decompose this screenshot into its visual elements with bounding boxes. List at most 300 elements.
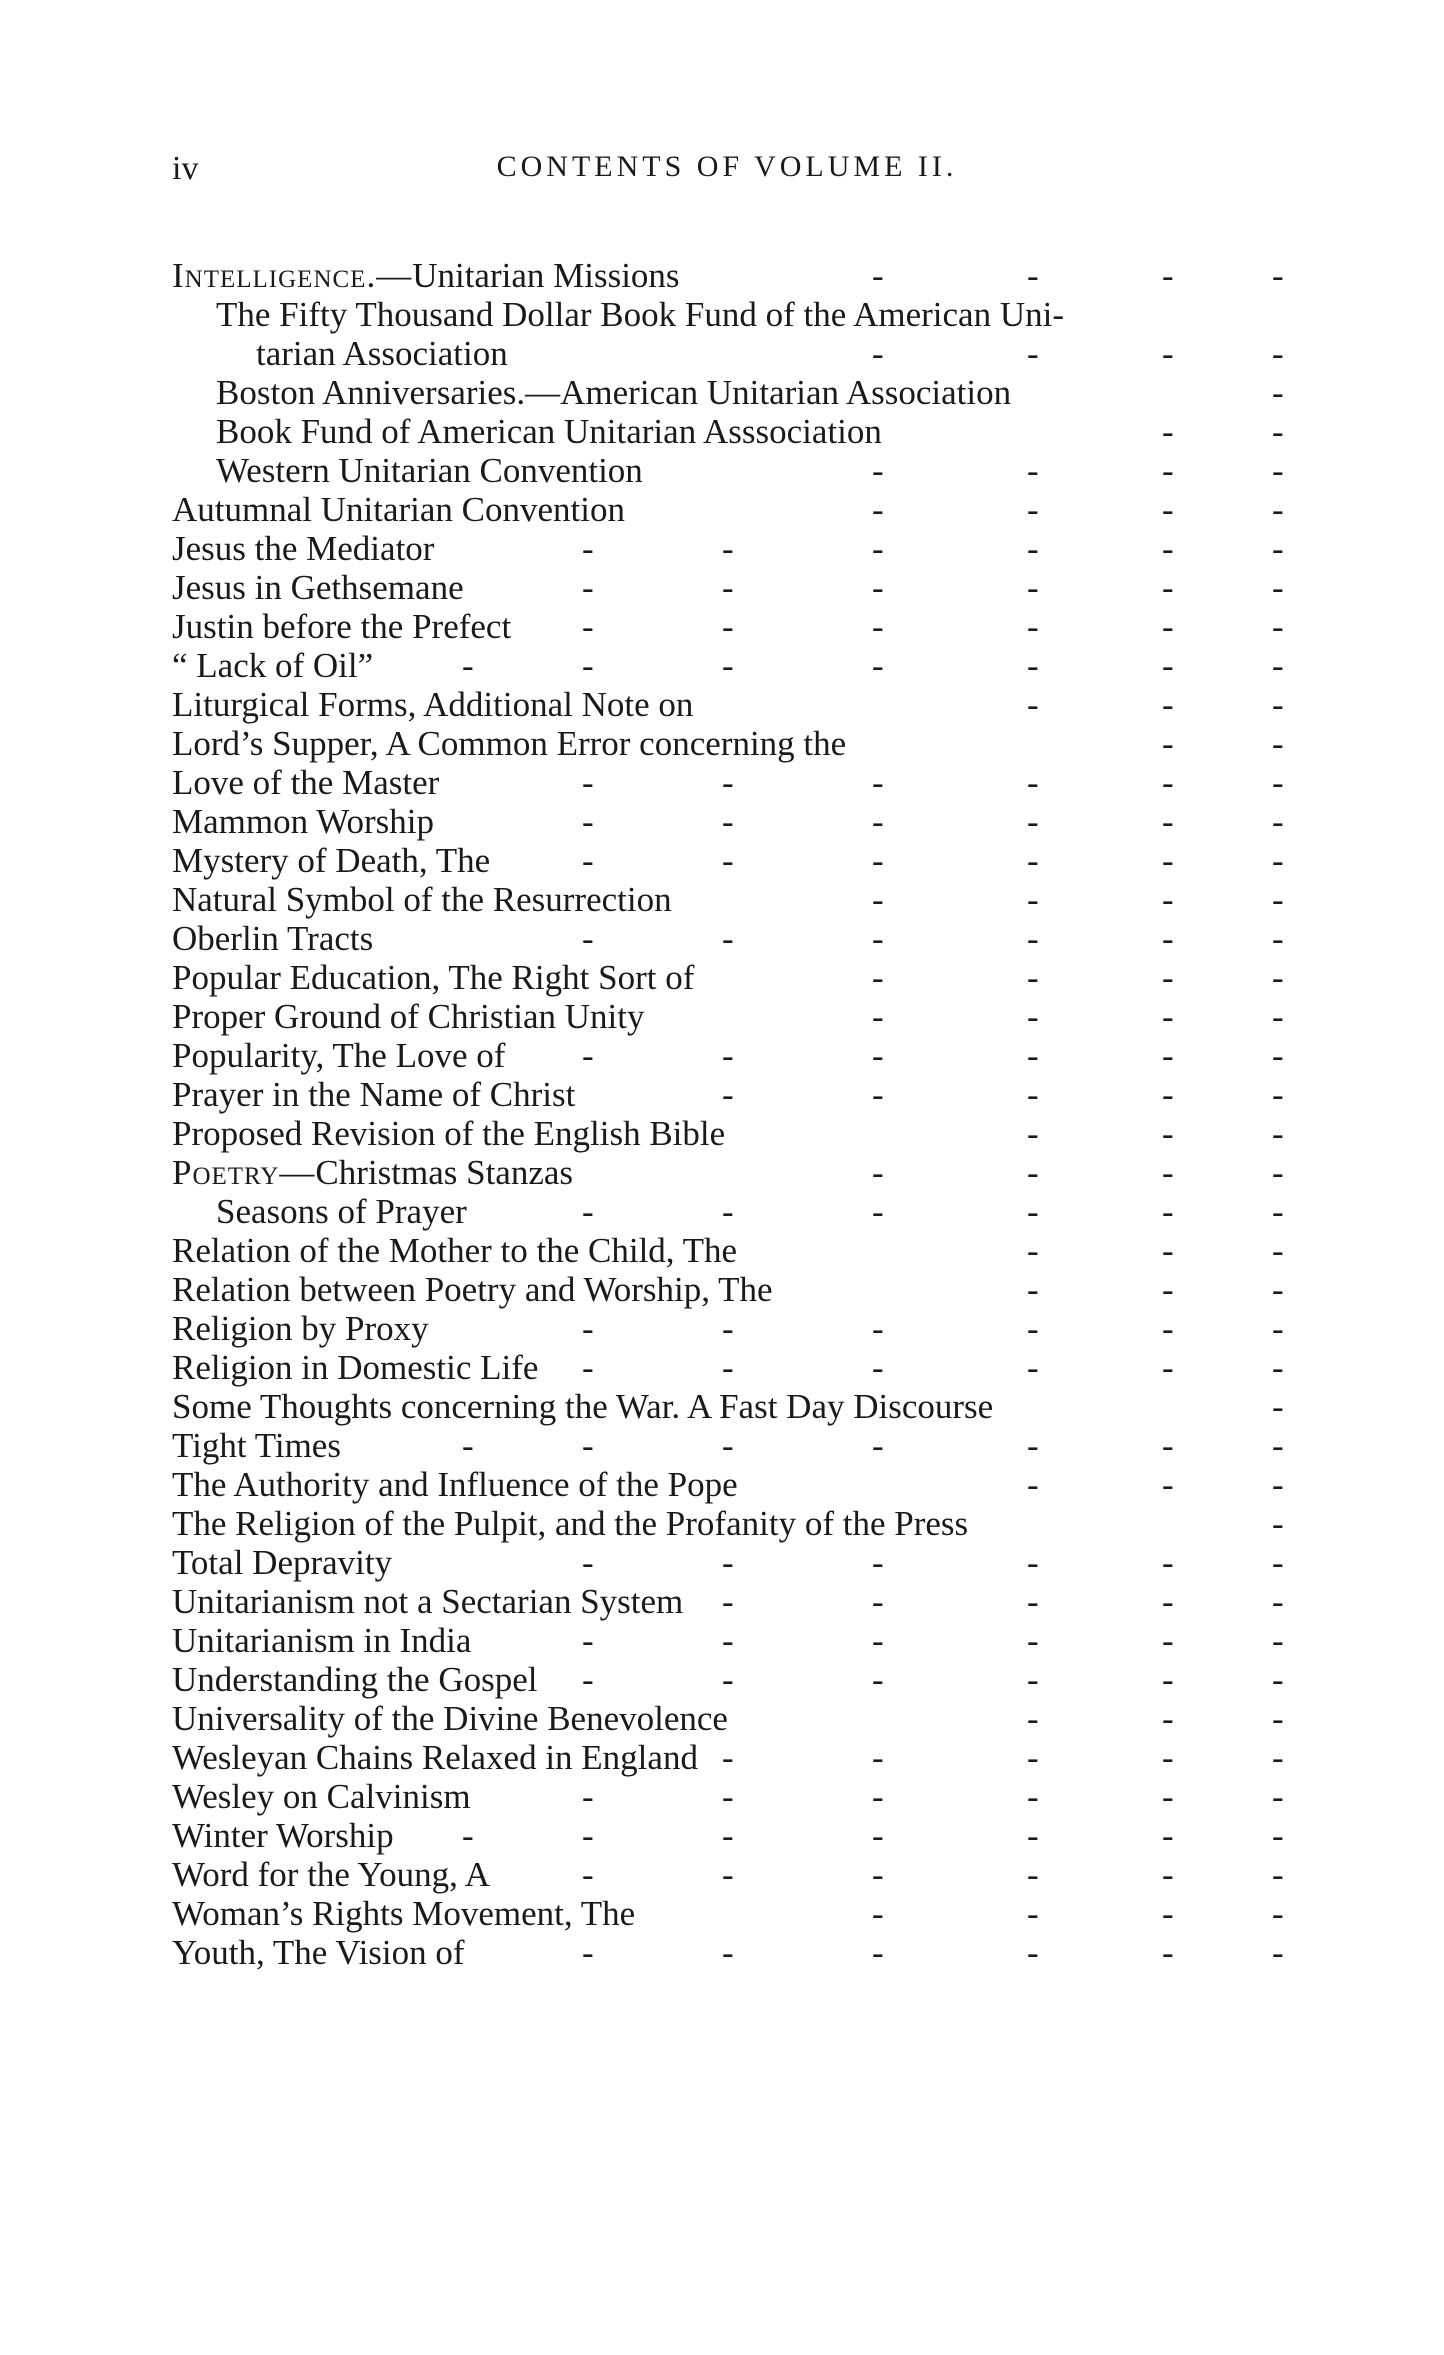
toc-entry-title bbox=[172, 1582, 683, 1621]
leader-dash: - bbox=[1272, 1387, 1284, 1426]
leader-dash: - bbox=[722, 568, 734, 607]
entry-label: Natural Symbol of the Resurrection bbox=[172, 880, 672, 919]
leader-dash: - bbox=[872, 1816, 884, 1855]
leader-dash: - bbox=[872, 1582, 884, 1621]
leader-dash: - bbox=[872, 1426, 884, 1465]
leader-dash: - bbox=[872, 490, 884, 529]
leader-dash: - bbox=[1162, 919, 1174, 958]
leader-dash: - bbox=[722, 1426, 734, 1465]
entry-label: Autumnal Unitarian Convention bbox=[172, 490, 625, 529]
toc-entry-title bbox=[172, 1114, 725, 1153]
leader-dash: - bbox=[582, 529, 594, 568]
toc-entry-title bbox=[172, 1075, 575, 1114]
entry-label: The Fifty Thousand Dollar Book Fund of the American Uni- bbox=[216, 295, 1064, 334]
leader-dash: - bbox=[1272, 529, 1284, 568]
entry-label: “ Lack of Oil” bbox=[172, 646, 374, 685]
toc-entry bbox=[172, 1075, 1282, 1114]
leader-dash: - bbox=[1027, 1582, 1039, 1621]
leader-dash: - bbox=[582, 1036, 594, 1075]
leader-dash: - bbox=[722, 1348, 734, 1387]
toc-entry-title bbox=[172, 1816, 394, 1855]
leader-dash: - bbox=[1162, 1153, 1174, 1192]
page-number: iv bbox=[172, 150, 199, 187]
entry-label: Unitarianism not a Sectarian System bbox=[172, 1582, 684, 1621]
toc-entry bbox=[172, 1543, 1282, 1582]
toc-entry-title bbox=[172, 1894, 635, 1933]
toc-entry-title bbox=[172, 1036, 505, 1075]
leader-dash: - bbox=[1027, 1036, 1039, 1075]
leader-dash: - bbox=[1272, 334, 1284, 373]
leader-dash: - bbox=[1027, 1894, 1039, 1933]
leader-dash: - bbox=[1272, 1816, 1284, 1855]
leader-dash: - bbox=[1272, 919, 1284, 958]
toc-entry bbox=[172, 1036, 1282, 1075]
leader-dash: - bbox=[872, 646, 884, 685]
leader-dash: - bbox=[1162, 1699, 1174, 1738]
entry-label: Christmas Stanzas bbox=[315, 1153, 574, 1192]
leader-dash: - bbox=[1272, 1621, 1284, 1660]
toc-entry bbox=[172, 490, 1282, 529]
leader-dash: - bbox=[1027, 1309, 1039, 1348]
leader-dash: - bbox=[722, 919, 734, 958]
leader-dash: - bbox=[1027, 763, 1039, 802]
leader-dash: - bbox=[872, 1075, 884, 1114]
toc-entry-title bbox=[172, 529, 434, 568]
entry-label: Winter Worship bbox=[172, 1816, 394, 1855]
entry-label: Prayer in the Name of Christ bbox=[172, 1075, 576, 1114]
entry-label: Wesley on Calvinism bbox=[172, 1777, 471, 1816]
toc-entry bbox=[172, 1309, 1282, 1348]
toc-entry bbox=[172, 1777, 1282, 1816]
leader-dash: - bbox=[872, 1153, 884, 1192]
leader-dash: - bbox=[462, 1426, 474, 1465]
leader-dash: - bbox=[872, 958, 884, 997]
leader-dash: - bbox=[1272, 1348, 1284, 1387]
leader-dash: - bbox=[872, 919, 884, 958]
leader-dash: - bbox=[872, 997, 884, 1036]
entry-label: Understanding the Gospel bbox=[172, 1660, 538, 1699]
entry-label: Lord’s Supper, A Common Error concerning the bbox=[172, 724, 847, 763]
leader-dash: - bbox=[1027, 1114, 1039, 1153]
leader-dash: - bbox=[1162, 646, 1174, 685]
leader-dash: - bbox=[1272, 1192, 1284, 1231]
entry-label: Book Fund of American Unitarian Asssociation bbox=[216, 412, 882, 451]
section-prefix: Poetry— bbox=[172, 1153, 316, 1192]
leader-dash: - bbox=[582, 1621, 594, 1660]
leader-dash: - bbox=[1272, 607, 1284, 646]
entry-label: Love of the Master bbox=[172, 763, 440, 802]
toc-entry bbox=[172, 1114, 1282, 1153]
leader-dash: - bbox=[462, 646, 474, 685]
leader-dash: - bbox=[1272, 1660, 1284, 1699]
leader-dash: - bbox=[1027, 1816, 1039, 1855]
leader-dash: - bbox=[722, 529, 734, 568]
leader-dash: - bbox=[1027, 1348, 1039, 1387]
toc-entry-title bbox=[172, 685, 693, 724]
leader-dash: - bbox=[1162, 1543, 1174, 1582]
leader-dash: - bbox=[1027, 997, 1039, 1036]
leader-dash: - bbox=[1272, 1504, 1284, 1543]
leader-dash: - bbox=[1027, 1699, 1039, 1738]
toc-entry bbox=[172, 1894, 1282, 1933]
leader-dash: - bbox=[872, 607, 884, 646]
leader-dash: - bbox=[1272, 802, 1284, 841]
leader-dash: - bbox=[872, 1777, 884, 1816]
toc-entry bbox=[172, 1348, 1282, 1387]
leader-dash: - bbox=[1272, 1036, 1284, 1075]
leader-dash: - bbox=[582, 568, 594, 607]
entry-label: Total Depravity bbox=[172, 1543, 393, 1582]
leader-dash: - bbox=[1272, 646, 1284, 685]
toc-entry bbox=[172, 880, 1282, 919]
leader-dash: - bbox=[872, 1660, 884, 1699]
toc-entry bbox=[172, 607, 1282, 646]
leader-dash: - bbox=[1162, 1270, 1174, 1309]
leader-dash: - bbox=[1162, 802, 1174, 841]
leader-dash: - bbox=[1027, 607, 1039, 646]
leader-dash: - bbox=[1272, 1426, 1284, 1465]
toc-entry-title bbox=[172, 334, 508, 373]
leader-dash: - bbox=[1162, 1660, 1174, 1699]
leader-dash: - bbox=[1027, 1660, 1039, 1699]
entry-label: Mystery of Death, The bbox=[172, 841, 491, 880]
toc-entry bbox=[172, 958, 1282, 997]
leader-dash: - bbox=[1162, 490, 1174, 529]
entry-label: Relation of the Mother to the Child, The bbox=[172, 1231, 738, 1270]
leader-dash: - bbox=[1162, 1816, 1174, 1855]
toc-entry bbox=[172, 1192, 1282, 1231]
toc-entry-title bbox=[172, 412, 882, 451]
entry-label: Liturgical Forms, Additional Note on bbox=[172, 685, 694, 724]
leader-dash: - bbox=[1027, 529, 1039, 568]
leader-dash: - bbox=[582, 763, 594, 802]
entry-label: Tight Times bbox=[172, 1426, 341, 1465]
entry-label: Oberlin Tracts bbox=[172, 919, 374, 958]
toc-entry bbox=[172, 1660, 1282, 1699]
leader-dash: - bbox=[1162, 763, 1174, 802]
leader-dash: - bbox=[1272, 490, 1284, 529]
leader-dash: - bbox=[1162, 607, 1174, 646]
leader-dash: - bbox=[872, 529, 884, 568]
entry-label: Religion by Proxy bbox=[172, 1309, 429, 1348]
leader-dash: - bbox=[722, 1621, 734, 1660]
toc-entry-title bbox=[172, 373, 1011, 412]
leader-dash: - bbox=[1162, 1582, 1174, 1621]
leader-dash: - bbox=[1027, 1933, 1039, 1972]
leader-dash: - bbox=[582, 1192, 594, 1231]
entry-label: The Religion of the Pulpit, and the Profanity of the Press bbox=[172, 1504, 969, 1543]
leader-dash: - bbox=[722, 1036, 734, 1075]
toc-entry bbox=[172, 841, 1282, 880]
toc-entry-title bbox=[172, 646, 373, 685]
leader-dash: - bbox=[1162, 1855, 1174, 1894]
toc-entry-title bbox=[172, 880, 672, 919]
leader-dash: - bbox=[1162, 1075, 1174, 1114]
toc-entry bbox=[172, 1231, 1282, 1270]
toc-entry-title bbox=[172, 841, 490, 880]
leader-dash: - bbox=[582, 841, 594, 880]
leader-dash: - bbox=[1027, 568, 1039, 607]
leader-dash: - bbox=[1272, 1231, 1284, 1270]
leader-dash: - bbox=[722, 1855, 734, 1894]
entry-label: Seasons of Prayer bbox=[216, 1192, 467, 1231]
toc-entry bbox=[172, 685, 1282, 724]
leader-dash: - bbox=[872, 1933, 884, 1972]
leader-dash: - bbox=[872, 451, 884, 490]
toc-entry-title bbox=[172, 1465, 738, 1504]
toc-entry bbox=[172, 1426, 1282, 1465]
toc-entry bbox=[172, 1153, 1282, 1192]
entry-label: Religion in Domestic Life bbox=[172, 1348, 539, 1387]
toc-entry bbox=[172, 1387, 1282, 1426]
leader-dash: - bbox=[1272, 1465, 1284, 1504]
leader-dash: - bbox=[582, 802, 594, 841]
leader-dash: - bbox=[1027, 334, 1039, 373]
leader-dash: - bbox=[722, 841, 734, 880]
toc-entry bbox=[172, 451, 1282, 490]
leader-dash: - bbox=[1162, 1114, 1174, 1153]
entry-label: Word for the Young, A bbox=[172, 1855, 491, 1894]
toc-entry-title bbox=[172, 295, 1064, 334]
toc-entry-title bbox=[172, 1387, 993, 1426]
toc-entry-title bbox=[172, 724, 846, 763]
toc-entry-title bbox=[172, 1192, 467, 1231]
leader-dash: - bbox=[1162, 1621, 1174, 1660]
leader-dash: - bbox=[1272, 1855, 1284, 1894]
entry-label: Relation between Poetry and Worship, The bbox=[172, 1270, 773, 1309]
toc-entry bbox=[172, 919, 1282, 958]
toc-entry-title bbox=[172, 1621, 471, 1660]
leader-dash: - bbox=[1027, 1192, 1039, 1231]
leader-dash: - bbox=[1272, 412, 1284, 451]
toc-entry bbox=[172, 1855, 1282, 1894]
leader-dash: - bbox=[1272, 568, 1284, 607]
leader-dash: - bbox=[582, 607, 594, 646]
toc-entry-title bbox=[172, 1660, 537, 1699]
leader-dash: - bbox=[872, 1036, 884, 1075]
toc-entry bbox=[172, 1933, 1282, 1972]
section-prefix: Intelligence.— bbox=[172, 256, 413, 295]
leader-dash: - bbox=[722, 1933, 734, 1972]
leader-dash: - bbox=[1162, 451, 1174, 490]
toc-entry bbox=[172, 1270, 1282, 1309]
leader-dash: - bbox=[1162, 1036, 1174, 1075]
leader-dash: - bbox=[462, 1816, 474, 1855]
leader-dash: - bbox=[722, 1777, 734, 1816]
leader-dash: - bbox=[872, 841, 884, 880]
toc-entry-title bbox=[172, 1504, 968, 1543]
leader-dash: - bbox=[872, 1309, 884, 1348]
leader-dash: - bbox=[722, 802, 734, 841]
entry-label: Woman’s Rights Movement, The bbox=[172, 1894, 636, 1933]
leader-dash: - bbox=[1272, 724, 1284, 763]
leader-dash: - bbox=[1162, 958, 1174, 997]
leader-dash: - bbox=[1027, 880, 1039, 919]
toc-entry bbox=[172, 802, 1282, 841]
toc-entry-title bbox=[172, 1855, 490, 1894]
leader-dash: - bbox=[1027, 1777, 1039, 1816]
toc-entry-title bbox=[172, 256, 680, 295]
entry-label: tarian Association bbox=[256, 334, 508, 373]
toc-entry-title bbox=[172, 1699, 728, 1738]
leader-dash: - bbox=[722, 1660, 734, 1699]
toc-entry bbox=[172, 1699, 1282, 1738]
toc-entry-title bbox=[172, 568, 464, 607]
leader-dash: - bbox=[872, 334, 884, 373]
entry-label: Mammon Worship bbox=[172, 802, 434, 841]
leader-dash: - bbox=[582, 1816, 594, 1855]
toc-entry-title bbox=[172, 451, 643, 490]
leader-dash: - bbox=[1027, 1621, 1039, 1660]
entry-label: Jesus in Gethsemane bbox=[172, 568, 464, 607]
leader-dash: - bbox=[1027, 1153, 1039, 1192]
toc-entry bbox=[172, 529, 1282, 568]
leader-dash: - bbox=[582, 1660, 594, 1699]
leader-dash: - bbox=[1027, 802, 1039, 841]
leader-dash: - bbox=[872, 1348, 884, 1387]
entry-label: Some Thoughts concerning the War. A Fast Day Discourse bbox=[172, 1387, 994, 1426]
leader-dash: - bbox=[1162, 1231, 1174, 1270]
leader-dash: - bbox=[722, 763, 734, 802]
leader-dash: - bbox=[582, 1855, 594, 1894]
leader-dash: - bbox=[1162, 1426, 1174, 1465]
leader-dash: - bbox=[1162, 529, 1174, 568]
entry-label: Jesus the Mediator bbox=[172, 529, 435, 568]
leader-dash: - bbox=[872, 802, 884, 841]
toc-entry bbox=[172, 1816, 1282, 1855]
leader-dash: - bbox=[1027, 256, 1039, 295]
leader-dash: - bbox=[1272, 1777, 1284, 1816]
leader-dash: - bbox=[1272, 841, 1284, 880]
entry-label: Popularity, The Love of bbox=[172, 1036, 506, 1075]
leader-dash: - bbox=[1272, 1309, 1284, 1348]
entry-label: Wesleyan Chains Relaxed in England bbox=[172, 1738, 698, 1777]
leader-dash: - bbox=[1027, 1270, 1039, 1309]
leader-dash: - bbox=[1162, 1894, 1174, 1933]
entry-label: Proposed Revision of the English Bible bbox=[172, 1114, 726, 1153]
entry-label: Boston Anniversaries.—American Unitarian Association bbox=[216, 373, 1012, 412]
toc-entry-title bbox=[172, 607, 511, 646]
toc-entry-title bbox=[172, 1738, 698, 1777]
running-head: CONTENTS OF VOLUME II. bbox=[496, 150, 958, 183]
leader-dash: - bbox=[1027, 1855, 1039, 1894]
leader-dash: - bbox=[1162, 997, 1174, 1036]
toc-entry bbox=[172, 412, 1282, 451]
leader-dash: - bbox=[1027, 1465, 1039, 1504]
toc-entry bbox=[172, 1504, 1282, 1543]
leader-dash: - bbox=[1162, 841, 1174, 880]
leader-dash: - bbox=[1162, 1309, 1174, 1348]
leader-dash: - bbox=[872, 256, 884, 295]
entry-label: Youth, The Vision of bbox=[172, 1933, 465, 1972]
toc-entry-title bbox=[172, 1348, 538, 1387]
leader-dash: - bbox=[1272, 256, 1284, 295]
leader-dash: - bbox=[1272, 685, 1284, 724]
leader-dash: - bbox=[1162, 1777, 1174, 1816]
entry-label: Popular Education, The Right Sort of bbox=[172, 958, 695, 997]
leader-dash: - bbox=[582, 1309, 594, 1348]
leader-dash: - bbox=[1272, 451, 1284, 490]
leader-dash: - bbox=[722, 1816, 734, 1855]
leader-dash: - bbox=[1162, 1348, 1174, 1387]
leader-dash: - bbox=[872, 1894, 884, 1933]
toc-entry bbox=[172, 1582, 1282, 1621]
entry-label: Justin before the Prefect bbox=[172, 607, 512, 646]
toc-entry-title bbox=[172, 997, 644, 1036]
toc-entry-title bbox=[172, 802, 434, 841]
leader-dash: - bbox=[1162, 412, 1174, 451]
entry-label: Western Unitarian Convention bbox=[216, 451, 643, 490]
leader-dash: - bbox=[1162, 1738, 1174, 1777]
leader-dash: - bbox=[1162, 1192, 1174, 1231]
leader-dash: - bbox=[722, 1309, 734, 1348]
leader-dash: - bbox=[1027, 1231, 1039, 1270]
leader-dash: - bbox=[1272, 763, 1284, 802]
leader-dash: - bbox=[1162, 724, 1174, 763]
toc-entry-title bbox=[172, 1153, 573, 1192]
leader-dash: - bbox=[1272, 1738, 1284, 1777]
leader-dash: - bbox=[872, 880, 884, 919]
table-of-contents bbox=[172, 256, 1282, 1972]
leader-dash: - bbox=[582, 1543, 594, 1582]
entry-label: Universality of the Divine Benevolence bbox=[172, 1699, 728, 1738]
leader-dash: - bbox=[1272, 1543, 1284, 1582]
toc-entry bbox=[172, 646, 1282, 685]
toc-entry-title bbox=[172, 1231, 737, 1270]
leader-dash: - bbox=[872, 1855, 884, 1894]
toc-entry-title bbox=[172, 958, 694, 997]
leader-dash: - bbox=[1272, 1699, 1284, 1738]
leader-dash: - bbox=[722, 1075, 734, 1114]
toc-entry bbox=[172, 373, 1282, 412]
leader-dash: - bbox=[722, 1192, 734, 1231]
leader-dash: - bbox=[1162, 880, 1174, 919]
toc-entry bbox=[172, 1738, 1282, 1777]
toc-entry bbox=[172, 763, 1282, 802]
leader-dash: - bbox=[1162, 334, 1174, 373]
toc-entry bbox=[172, 1621, 1282, 1660]
leader-dash: - bbox=[1027, 1738, 1039, 1777]
leader-dash: - bbox=[1272, 1582, 1284, 1621]
leader-dash: - bbox=[872, 763, 884, 802]
leader-dash: - bbox=[1162, 1933, 1174, 1972]
toc-entry-title bbox=[172, 1270, 773, 1309]
leader-dash: - bbox=[582, 1426, 594, 1465]
leader-dash: - bbox=[1272, 880, 1284, 919]
toc-entry bbox=[172, 334, 1282, 373]
leader-dash: - bbox=[1162, 1465, 1174, 1504]
toc-entry-title bbox=[172, 1777, 471, 1816]
leader-dash: - bbox=[582, 1348, 594, 1387]
leader-dash: - bbox=[1027, 1426, 1039, 1465]
leader-dash: - bbox=[1272, 1114, 1284, 1153]
leader-dash: - bbox=[872, 1543, 884, 1582]
page-header bbox=[172, 150, 1282, 200]
leader-dash: - bbox=[582, 919, 594, 958]
leader-dash: - bbox=[1027, 451, 1039, 490]
toc-entry bbox=[172, 256, 1282, 295]
toc-entry bbox=[172, 1465, 1282, 1504]
leader-dash: - bbox=[1162, 256, 1174, 295]
leader-dash: - bbox=[582, 1777, 594, 1816]
toc-entry bbox=[172, 295, 1282, 334]
leader-dash: - bbox=[582, 646, 594, 685]
leader-dash: - bbox=[1027, 685, 1039, 724]
toc-entry bbox=[172, 568, 1282, 607]
leader-dash: - bbox=[582, 1933, 594, 1972]
leader-dash: - bbox=[1162, 568, 1174, 607]
leader-dash: - bbox=[1162, 685, 1174, 724]
